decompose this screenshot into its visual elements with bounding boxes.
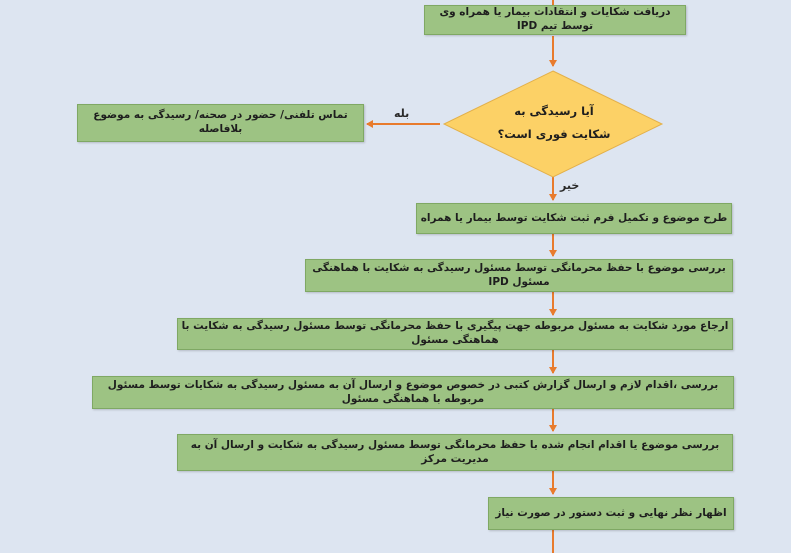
step-refer: ارجاع مورد شکایت به مسئول مربوطه جهت پیگیری با حفظ محرمانگی توسط مسئول رسیدگی به شکایت با هماهنگی مسئول <box>177 318 733 350</box>
no-label: خیر <box>560 179 580 192</box>
decision-line-2: شکایت فوری است؟ <box>497 127 611 141</box>
step-final: اظهار نظر نهایی و ثبت دستور در صورت نیاز <box>488 497 734 530</box>
yes-label: بله <box>394 107 410 120</box>
step-immediate: تماس تلفنی/ حضور در صحنه/ رسیدگی به موضوع بلافاصله <box>77 104 364 142</box>
step-review-ipd: بررسی موضوع با حفظ محرمانگی توسط مسئول رسیدگی به شکایت با هماهنگی مسئول IPD <box>305 259 733 292</box>
step-form: طرح موضوع و تکمیل فرم ثبت شکایت توسط بیمار یا همراه <box>416 203 732 234</box>
step-review-send: بررسی موضوع یا اقدام انجام شده با حفظ محرمانگی توسط مسئول رسیدگی به شکایت و ارسال آن به مدیریت مرکز <box>177 434 733 471</box>
step-action: بررسی ،اقدام لازم و ارسال گزارش کتبی در خصوص موضوع و ارسال آن به مسئول رسیدگی به شکایات توسط مسئول مربوطه با هماهنگی مسئول <box>92 376 734 409</box>
decision-text <box>474 100 634 146</box>
step-receive: دریافت شکایات و انتقادات بیمار یا همراه وی توسط تیم IPD <box>424 5 686 35</box>
decision-line-1: آیا رسیدگی به <box>514 104 594 118</box>
